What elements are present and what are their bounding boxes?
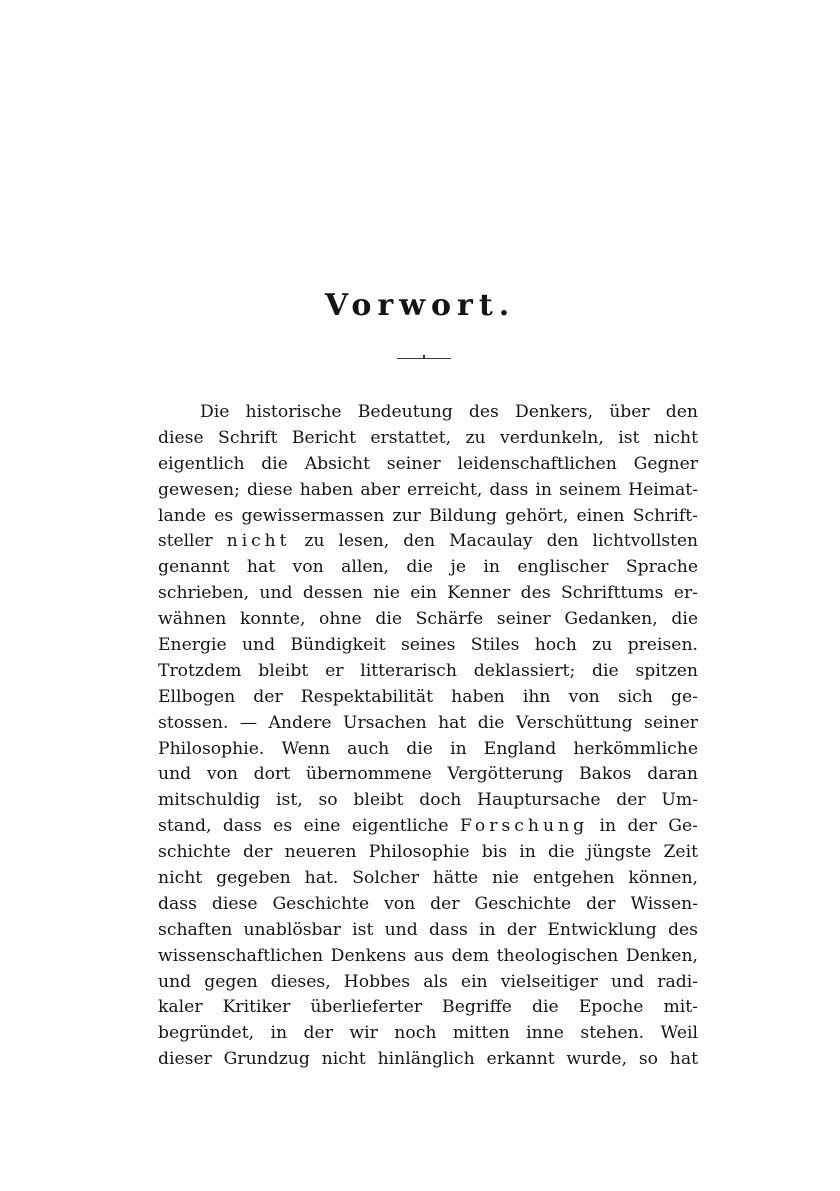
ornamental-rule-tick <box>423 355 425 359</box>
text-line: eigentlich die Absicht seiner leidenschaftlichen Gegner <box>158 453 698 474</box>
text-line: Energie und Bündigkeit seines Stiles hoch zu preisen. <box>158 635 698 656</box>
text-line: Philosophie. Wenn auch die in England herkömmliche <box>158 738 698 759</box>
text-line: begründet, in der wir noch mitten inne stehen. Weil <box>158 1023 698 1044</box>
text-line: kaler Kritiker überlieferter Begriffe die Epoche mit- <box>158 997 698 1018</box>
text-line: mitschuldig ist, so bleibt doch Hauptursache der Um- <box>158 790 698 811</box>
page-title: Vorwort. <box>324 288 516 323</box>
text-line: stossen. — Andere Ursachen hat die Verschüttung seiner <box>158 712 698 733</box>
text-line: Die historische Bedeutung des Denkers, über den <box>200 402 698 422</box>
text-line: nicht gegeben hat. Solcher hätte nie entgehen können, <box>158 868 698 889</box>
emphasized-word: nicht <box>226 531 291 552</box>
text-line: wissenschaftlichen Denkens aus dem theologischen Denken, <box>158 945 698 966</box>
text-line: und von dort übernommene Vergötterung Bakos daran <box>158 764 698 785</box>
body-paragraph <box>158 400 698 1073</box>
text-line: wähnen konnte, ohne die Schärfe seiner Gedanken, die <box>158 609 698 630</box>
text-line: genannt hat von allen, die je in englischer Sprache <box>158 557 698 578</box>
text-line: dass diese Geschichte von der Geschichte der Wissen- <box>158 893 698 914</box>
text-segment: stand, dass es eine eigentliche <box>158 816 449 837</box>
text-line: schrieben, und dessen nie ein Kenner des Schrifttums er- <box>158 583 698 604</box>
emphasized-word: Forschung <box>459 816 589 837</box>
text-segment: steller <box>158 531 213 552</box>
text-line <box>158 814 698 840</box>
text-line: gewesen; diese haben aber erreicht, dass in seinem Heimat- <box>158 479 698 500</box>
text-line: und gegen dieses, Hobbes als ein vielseitiger und radi- <box>158 971 698 992</box>
text-line: schichte der neueren Philosophie bis in die jüngste Zeit <box>158 842 698 863</box>
text-segment: in der Ge- <box>599 816 698 837</box>
text-line <box>158 529 698 555</box>
text-segment: zu lesen, den Macaulay den lichtvollsten <box>304 531 698 552</box>
text-line: dieser Grundzug nicht hinlänglich erkannt wurde, so hat <box>158 1049 698 1070</box>
text-line: schaften unablösbar ist und dass in der Entwicklung des <box>158 919 698 940</box>
text-line: Trotzdem bleibt er litterarisch deklassiert; die spitzen <box>158 660 698 681</box>
text-line: diese Schrift Bericht erstattet, zu verdunkeln, ist nicht <box>158 427 698 448</box>
text-line: Ellbogen der Respektabilität haben ihn von sich ge- <box>158 686 698 707</box>
text-line: lande es gewissermassen zur Bildung gehört, einen Schrift- <box>158 505 698 526</box>
